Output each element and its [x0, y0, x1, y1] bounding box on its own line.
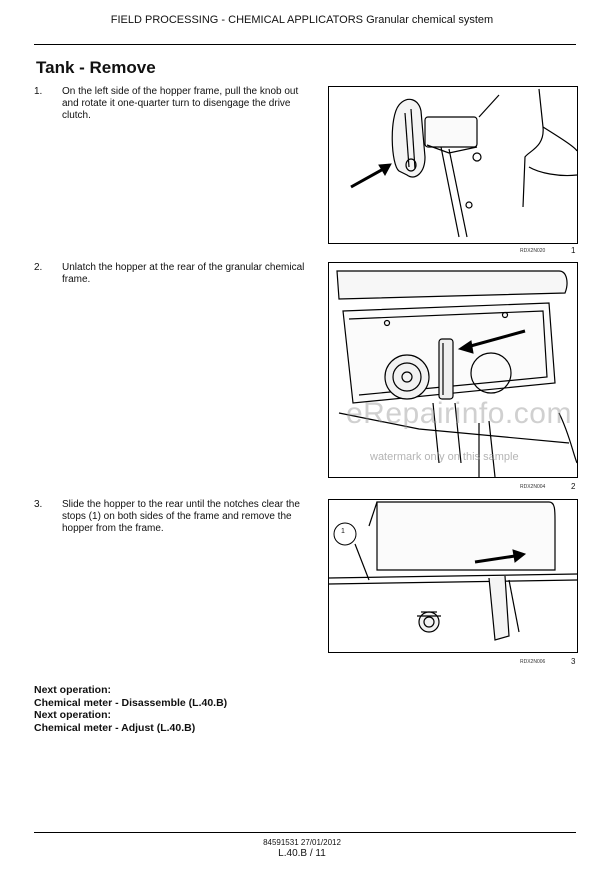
- step-text: Slide the hopper to the rear until the notches clear the stops (1) on both sides of the frame and remove the hopper from the frame.: [62, 499, 300, 534]
- watermark-brand: eRepairinfo.com: [346, 397, 572, 430]
- header-rule: [34, 44, 576, 45]
- step-number: 3.: [34, 499, 43, 510]
- figure-1-drive-clutch-knob: [328, 86, 578, 244]
- figure-3-hopper-slide: [328, 499, 578, 653]
- watermark-note: watermark only on this sample: [370, 451, 519, 463]
- figure-3-number: 3: [571, 657, 576, 666]
- step-number: 1.: [34, 86, 43, 97]
- footer-rule: [34, 832, 576, 833]
- step-text: Unlatch the hopper at the rear of the granular chemical frame.: [62, 262, 305, 285]
- figure-2-number: 2: [571, 482, 576, 491]
- next-operation-label: Next operation:: [34, 709, 112, 722]
- figure-2-code: RDX2N004: [520, 484, 546, 490]
- figure-3-callout: 1: [341, 528, 345, 535]
- page-header: FIELD PROCESSING - CHEMICAL APPLICATORS Granular chemical system: [110, 14, 494, 26]
- section-title: Tank - Remove: [36, 58, 156, 77]
- next-operation-link[interactable]: Chemical meter - Adjust (L.40.B): [34, 722, 196, 735]
- figure-2-hopper-latch: [328, 262, 578, 478]
- step-text: On the left side of the hopper frame, pull the knob out and rotate it one-quarter turn to disengage the drive clutch.: [62, 86, 299, 121]
- next-operation-label: Next operation:: [34, 684, 112, 696]
- figure-3-code: RDX2N006: [520, 659, 546, 665]
- step-number: 2.: [34, 262, 43, 273]
- next-operations: [34, 684, 227, 735]
- figure-1-number: 1: [571, 246, 576, 255]
- footer-doc-ref: 84591531 27/01/2012: [263, 838, 341, 847]
- next-operation-link[interactable]: Chemical meter - Disassemble (L.40.B): [34, 696, 228, 709]
- figure-1-code: RDX2N020: [520, 248, 546, 254]
- footer-page-number: L.40.B / 11: [278, 848, 326, 859]
